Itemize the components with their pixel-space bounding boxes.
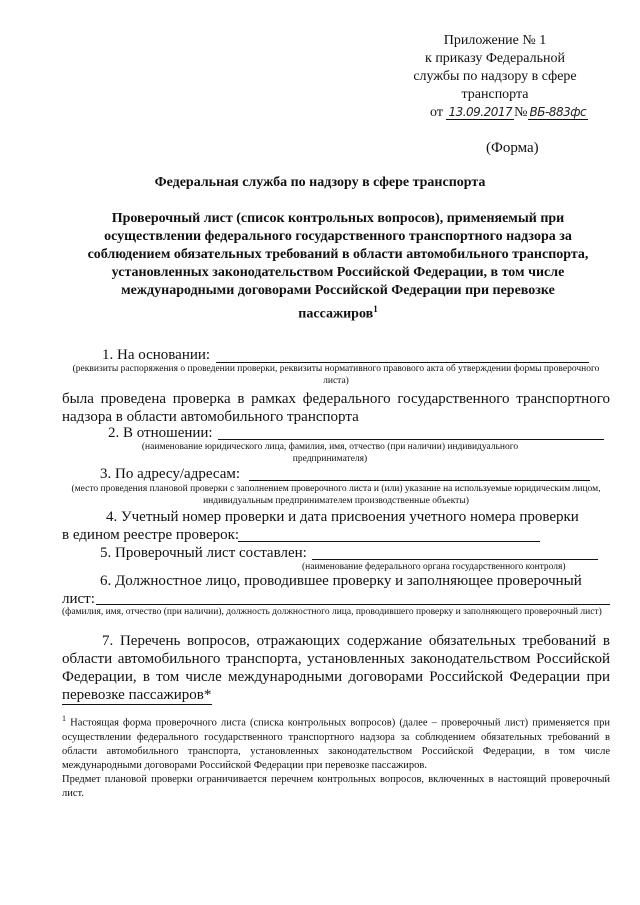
handwritten-order-number: ВБ-883фс	[529, 105, 587, 119]
item6-text-a: 6. Должностное лицо, проводившее проверку и заполняющее проверочный	[100, 573, 582, 589]
item1-text: была проведена проверка в рамках федерального государственного транспортного надзора в области автомобильного транспорта	[62, 391, 610, 425]
footnote-text: Настоящая форма проверочного листа (списка контрольных вопросов) (далее – проверочный лист) применяется при осуществлении федерального государственного транспортного надзора за соблюдением обязательных требований в области автомобильного транспорта, установленных законодательством Российской Федерации, в том числе международными договорами Российской Федерации при перевозке пассажиров.	[62, 717, 611, 771]
item2-caption: (наименование юридического лица, фамилия, имя, отчество (при наличии) индивидуального предпринимателя)	[141, 442, 519, 464]
title-line: соблюдением обязательных требований в области автомобильного транспорта,	[87, 247, 589, 262]
footnote-paragraph	[62, 712, 610, 773]
item3-caption: (место проведения плановой проверки с заполнением проверочного листа и (или) указание на используемые юридическим лицом, индивидуальным предпринимателем производственные объекты)	[71, 484, 601, 506]
title-line: установленных законодательством Российской Федерации, в том числе	[111, 265, 565, 280]
appendix-line: Приложение № 1	[443, 33, 547, 48]
item2-label: 2. В отношении:	[108, 425, 213, 441]
item3-fill-line[interactable]	[249, 480, 590, 481]
item1-label: 1. На основании:	[102, 347, 211, 363]
item6-fill-line[interactable]	[96, 604, 610, 605]
item5-caption: (наименование федерального органа государственного контроля)	[302, 562, 566, 572]
item5-fill-line[interactable]	[312, 559, 598, 560]
item4-text-b: в едином реестре проверок:	[62, 527, 240, 543]
appendix-line: к приказу Федеральной	[425, 51, 565, 66]
handwritten-date: 13.09.2017	[448, 105, 513, 119]
title-line: международными договорами Российской Федерации при перевозке	[121, 283, 555, 298]
title-line: Проверочный лист (список контрольных вопросов), применяемый при	[111, 211, 565, 226]
form-label: (Форма)	[486, 140, 539, 156]
title-last-word: пассажиров	[298, 306, 374, 322]
title-line	[68, 300, 608, 324]
item5-label: 5. Проверочный лист составлен:	[100, 545, 307, 561]
title-line: осуществлении федерального государственного транспортного надзора за	[104, 229, 572, 244]
number-prefix: №	[514, 105, 528, 120]
item4-fill-line[interactable]	[238, 541, 540, 542]
item7-text: 7. Перечень вопросов, отражающих содержание обязательных требований в области автомобильного транспорта, установленных законодательством Российской Федерации, в том числе международными договорами Российской Федерации при перевозке пассажиров*	[62, 633, 610, 703]
item4-text-a: 4. Учетный номер проверки и дата присвоения учетного номера проверки	[106, 509, 579, 525]
appendix-line: службы по надзору в сфере	[413, 69, 577, 84]
document-title	[68, 210, 608, 324]
footnote-ref: 1	[373, 304, 378, 314]
footnote-mark: 1	[62, 714, 66, 723]
appendix-line: транспорта	[461, 87, 529, 102]
agency-heading: Федеральная служба по надзору в сфере транспорта	[154, 175, 486, 190]
item6-text-b: лист:	[62, 591, 95, 607]
approval-line	[430, 104, 588, 122]
footnote-paragraph-2: Предмет плановой проверки ограничивается перечнем контрольных вопросов, включенных в настоящий проверочный лист.	[62, 773, 610, 799]
footnote	[62, 712, 610, 801]
date-prefix: от	[430, 105, 443, 120]
item6-caption: (фамилия, имя, отчество (при наличии), должность должностного лица, проводившего проверку и заполняющего проверочный лист)	[62, 607, 602, 617]
footnote-divider	[62, 704, 212, 705]
item3-label: 3. По адресу/адресам:	[100, 466, 241, 482]
item1-caption: (реквизиты распоряжения о проведении проверки, реквизиты нормативного правового акта об утверждении формы проверочного листа)	[72, 364, 600, 386]
item2-fill-line[interactable]	[218, 439, 604, 440]
appendix-header	[400, 32, 590, 104]
